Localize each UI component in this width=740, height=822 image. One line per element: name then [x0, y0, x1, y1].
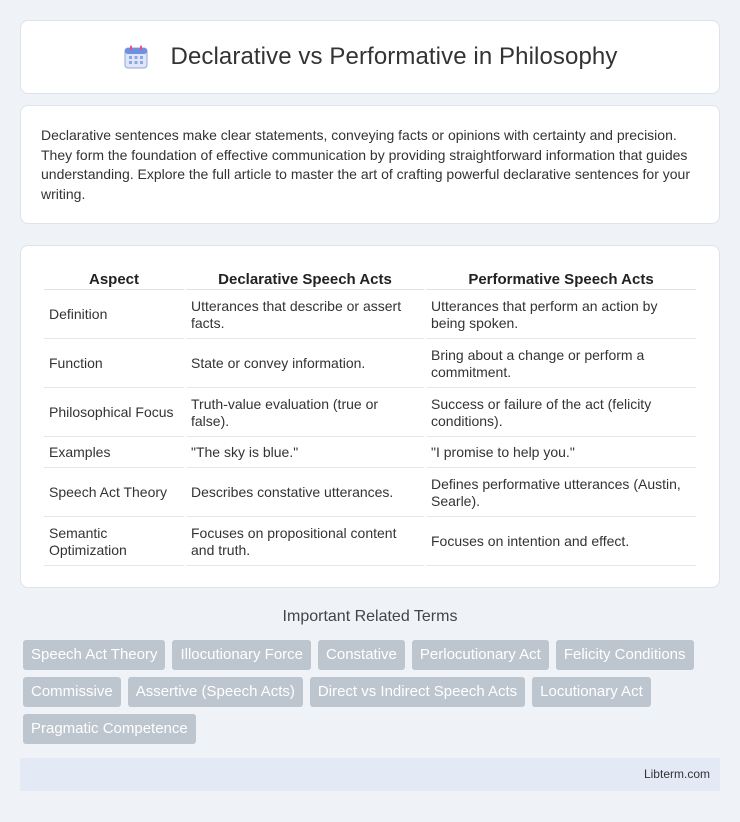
table-row	[44, 341, 696, 388]
page-title: Declarative vs Performative in Philosophy	[170, 43, 618, 70]
related-term-tag[interactable]: Pragmatic Competence	[23, 714, 196, 744]
related-term-tag[interactable]: Direct vs Indirect Speech Acts	[310, 677, 525, 707]
related-term-tag[interactable]: Locutionary Act	[532, 677, 651, 707]
related-term-tag[interactable]: Constative	[318, 640, 405, 670]
related-term-tag[interactable]: Illocutionary Force	[172, 640, 311, 670]
related-terms-title: Important Related Terms	[282, 608, 458, 625]
table-cell: Describes constative utterances.	[186, 470, 424, 517]
footer	[20, 758, 720, 791]
column-header: Performative Speech Acts	[426, 268, 696, 290]
table-cell: Definition	[44, 292, 184, 339]
related-term-tag[interactable]: Perlocutionary Act	[412, 640, 549, 670]
table-cell: Defines performative utterances (Austin, Searle).	[426, 470, 696, 517]
table-cell: Speech Act Theory	[44, 470, 184, 517]
comparison-table	[42, 266, 698, 568]
related-term-tag[interactable]: Assertive (Speech Acts)	[128, 677, 303, 707]
table-cell: Focuses on intention and effect.	[426, 519, 696, 566]
table-cell: Focuses on propositional content and truth.	[186, 519, 424, 566]
table-cell: Bring about a change or perform a commitment.	[426, 341, 696, 388]
table-row	[44, 390, 696, 437]
table-header-row	[44, 268, 696, 290]
table-cell: Utterances that perform an action by being spoken.	[426, 292, 696, 339]
related-term-tag[interactable]: Commissive	[23, 677, 121, 707]
table-row	[44, 292, 696, 339]
related-terms-list	[23, 640, 723, 744]
calendar-icon	[123, 44, 149, 70]
table-cell: Success or failure of the act (felicity conditions).	[426, 390, 696, 437]
column-header: Declarative Speech Acts	[186, 268, 424, 290]
table-cell: Examples	[44, 439, 184, 468]
page-header	[20, 20, 720, 94]
footer-site-link[interactable]: Libterm.com	[643, 767, 710, 781]
related-term-tag[interactable]: Felicity Conditions	[556, 640, 694, 670]
intro-card	[20, 105, 720, 224]
table-cell: Utterances that describe or assert facts.	[186, 292, 424, 339]
table-row	[44, 519, 696, 566]
table-cell: Semantic Optimization	[44, 519, 184, 566]
table-cell: Truth-value evaluation (true or false).	[186, 390, 424, 437]
table-row	[44, 470, 696, 517]
related-term-tag[interactable]: Speech Act Theory	[23, 640, 165, 670]
comparison-table-card	[20, 245, 720, 588]
table-cell: "The sky is blue."	[186, 439, 424, 468]
column-header: Aspect	[44, 268, 184, 290]
table-cell: Philosophical Focus	[44, 390, 184, 437]
table-cell: "I promise to help you."	[426, 439, 696, 468]
table-cell: Function	[44, 341, 184, 388]
table-row	[44, 439, 696, 468]
intro-text: Declarative sentences make clear statements, conveying facts or opinions with certainty and precision. They form the foundation of effective communication by providing straightforward information that guides understanding. Explore the full article to master the art of crafting powerful declarative sentences for your writing.	[41, 127, 691, 202]
table-cell: State or convey information.	[186, 341, 424, 388]
